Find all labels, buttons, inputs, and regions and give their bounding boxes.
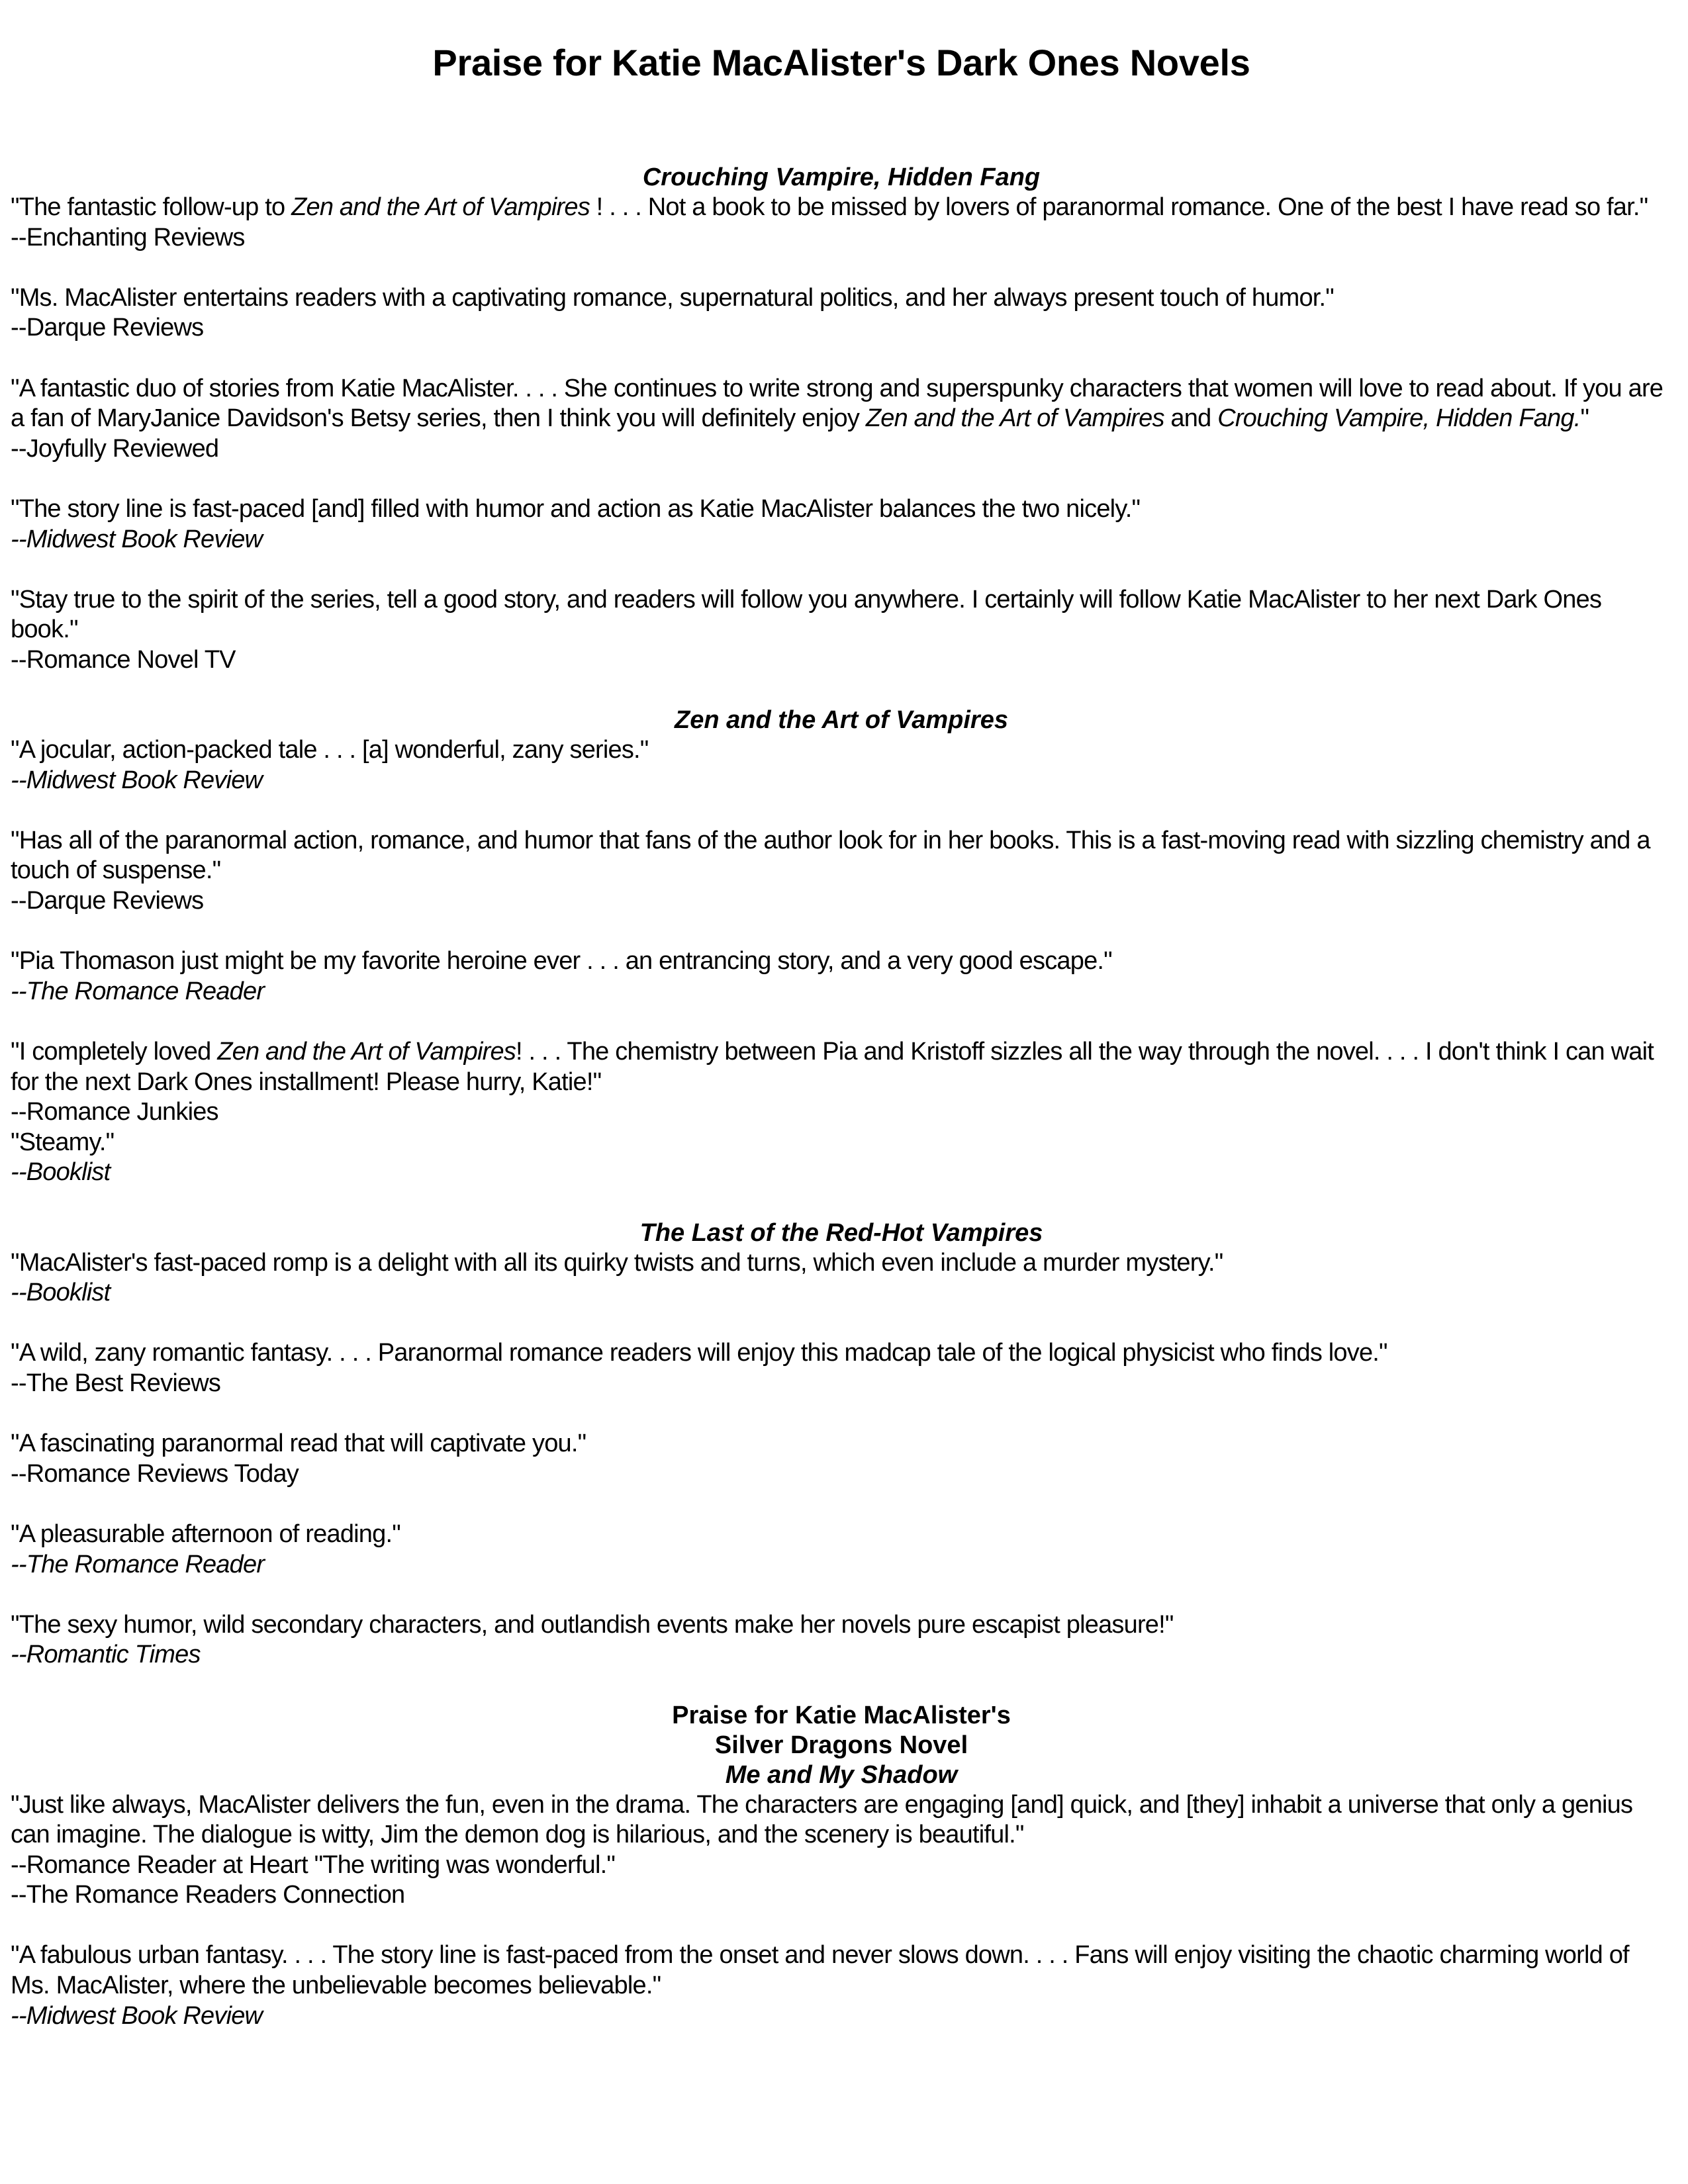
review-quote: "A fantastic duo of stories from Katie MacAlister. . . . She continues to write strong and superspunky characters that women will love to read about. If you are a fan of MaryJanice Davidson's Betsy series, then I think you will definitely enjoy Zen and the Art of Vampires and Crouching Vampire, Hidden Fang."	[11, 374, 1664, 433]
document-page	[11, 40, 1672, 2062]
review-quote: "Stay true to the spirit of the series, tell a good story, and readers will follow you anywhere. I certainly will follow Katie MacAlister to her next Dark Ones book."	[11, 585, 1602, 644]
review-quote: "A fascinating paranormal read that will captivate you."	[11, 1430, 586, 1458]
review-quote: "Steamy."	[11, 1128, 115, 1156]
review	[11, 735, 1672, 796]
review-source: --Darque Reviews	[11, 887, 204, 915]
review	[11, 1790, 1672, 1881]
section-zen-and-the-art	[11, 705, 1672, 1188]
page-title: Praise for Katie MacAlister's Dark Ones Novels	[432, 42, 1250, 83]
section-heading: Zen and the Art of Vampires	[675, 706, 1008, 735]
review-quote: "A pleasurable afternoon of reading."	[11, 1520, 400, 1548]
review	[11, 585, 1672, 676]
review-quote: "I completely loved Zen and the Art of Vampires! . . . The chemistry between Pia and Kristoff sizzles all the way through the novel. . . . I don't think I can wait for the next Dark Ones installment! Please hurry, Katie!"	[11, 1038, 1654, 1096]
review-quote: "The sexy humor, wild secondary characters, and outlandish events make her novels pure escapist pleasure!"	[11, 1610, 1174, 1639]
review-quote: "Has all of the paranormal action, romance, and humor that fans of the author look for in her books. This is a fast-moving read with sizzling chemistry and a touch of suspense."	[11, 826, 1650, 885]
section-heading-praise: Praise for Katie MacAlister's	[672, 1701, 1011, 1729]
section-crouching-vampire	[11, 163, 1672, 676]
review-source: --The Best Reviews	[11, 1369, 221, 1397]
section-heading: Crouching Vampire, Hidden Fang	[642, 163, 1041, 191]
review-source: --Romance Reader at Heart "The writing was wonderful."	[11, 1850, 616, 1879]
review	[11, 494, 1672, 555]
review	[11, 946, 1672, 1007]
review	[11, 1037, 1672, 1128]
section-silver-dragons	[11, 1701, 1672, 2032]
review-source: --Joyfully Reviewed	[11, 434, 219, 463]
review	[11, 374, 1672, 465]
review-source: --Romance Junkies	[11, 1098, 218, 1126]
review-source: --Romantic Times	[11, 1641, 201, 1669]
review-quote: "Just like always, MacAlister delivers the fun, even in the drama. The characters are engaging [and] quick, and [they] inhabit a universe that only a genius can imagine. The dialogue is witty, Jim the demon dog is hilarious, and the scenery is beautiful."	[11, 1790, 1633, 1849]
review	[11, 826, 1672, 917]
section-last-red-hot-vampires	[11, 1218, 1672, 1670]
review	[11, 1429, 1672, 1489]
review-source: --Darque Reviews	[11, 314, 204, 342]
review-quote: "Ms. MacAlister entertains readers with a captivating romance, supernatural politics, and her always present touch of humor."	[11, 283, 1334, 312]
review-quote: "MacAlister's fast-paced romp is a delight with all its quirky twists and turns, which even include a murder mystery."	[11, 1248, 1223, 1277]
section-heading: The Last of the Red-Hot Vampires	[639, 1218, 1043, 1247]
review-quote: "Pia Thomason just might be my favorite heroine ever . . . an entrancing story, and a very good escape."	[11, 947, 1112, 976]
review	[11, 1520, 1672, 1580]
review-source: --Romance Reviews Today	[11, 1459, 299, 1488]
review-source: --The Romance Reader	[11, 977, 265, 1005]
review-source: --Midwest Book Review	[11, 525, 263, 553]
review	[11, 1338, 1672, 1398]
review-quote: "A fabulous urban fantasy. . . . The story line is fast-paced from the onset and never slows down. . . . Fans will enjoy visiting the chaotic charming world of Ms. MacAlister, where the unbelievable becomes believable."	[11, 1941, 1629, 2000]
review-quote: "A jocular, action-packed tale . . . [a] wonderful, zany series."	[11, 736, 649, 764]
review-quote: "The fantastic follow-up to Zen and the Art of Vampires ! . . . Not a book to be missed by lovers of paranormal romance. One of the best I have read so far."	[11, 193, 1648, 221]
review	[11, 1128, 1672, 1188]
review	[11, 1248, 1672, 1308]
review-source: --The Romance Reader	[11, 1550, 265, 1578]
review-source: --Midwest Book Review	[11, 766, 263, 794]
review-quote: "The story line is fast-paced [and] filled with humor and action as Katie MacAlister balances the two nicely."	[11, 494, 1141, 523]
review-source: --The Romance Readers Connection	[11, 1881, 405, 1909]
review-source: --Enchanting Reviews	[11, 223, 245, 251]
section-heading-series: Silver Dragons Novel	[714, 1731, 968, 1759]
review-source: --Midwest Book Review	[11, 2001, 263, 2030]
review-source: --Booklist	[11, 1279, 111, 1307]
review	[11, 1940, 1672, 2031]
review-source: --Romance Novel TV	[11, 645, 236, 674]
review	[11, 1880, 1672, 1911]
review	[11, 193, 1672, 253]
review	[11, 283, 1672, 343]
review-quote: "A wild, zany romantic fantasy. . . . Paranormal romance readers will enjoy this madcap tale of the logical physicist who finds love."	[11, 1339, 1387, 1367]
review-source: --Booklist	[11, 1158, 111, 1187]
section-heading: Me and My Shadow	[725, 1760, 958, 1789]
review	[11, 1610, 1672, 1670]
